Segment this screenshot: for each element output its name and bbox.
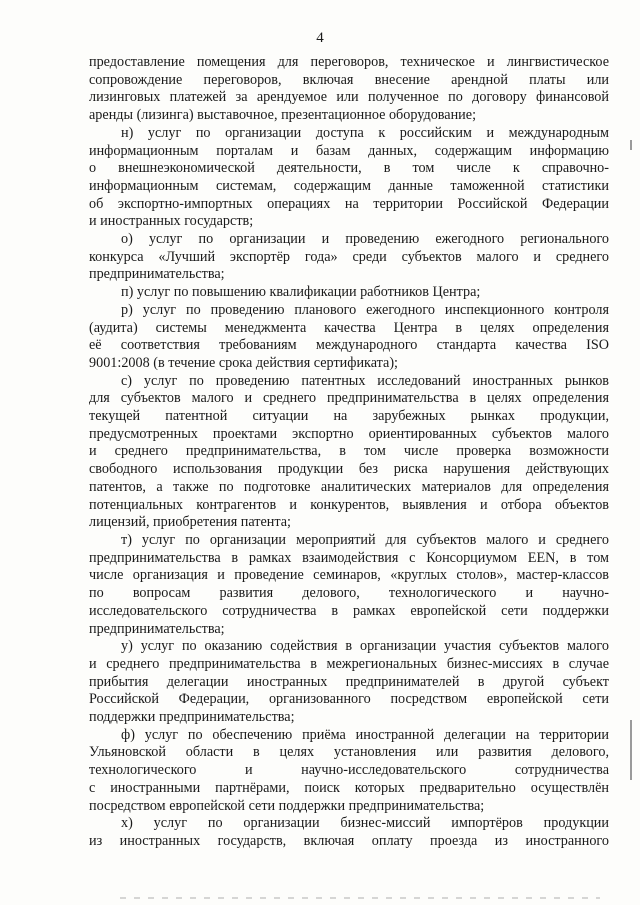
text-line: предпринимательства; bbox=[89, 266, 225, 283]
paragraph bbox=[89, 54, 609, 125]
text-line: с иностранными партнёрами, поиск которых предварительно осуществлён bbox=[89, 779, 609, 796]
text-line: р) услуг по проведению планового ежегодного инспекционного контроля bbox=[121, 301, 609, 318]
text-line: предоставление помещения для переговоров, техническое и лингвистическое bbox=[89, 54, 609, 70]
page-number: 4 bbox=[316, 30, 324, 46]
text-line: аренды (лизинга) выставочное, презентационное оборудование; bbox=[89, 107, 477, 124]
text-line: числе организация и проведение семинаров, «круглых столов», мастер-классов bbox=[89, 567, 609, 584]
paragraph bbox=[89, 302, 609, 373]
text-line: патентов, а также по подготовке аналитических материалов для определения bbox=[89, 478, 609, 495]
paragraph bbox=[89, 231, 609, 284]
scan-artifact bbox=[120, 897, 600, 899]
text-line: (аудита) системы менеджмента качества Центра в целях определения bbox=[89, 319, 609, 336]
text-line: ф) услуг по обеспечению приёма иностранной делегации на территории bbox=[121, 726, 609, 743]
paragraph bbox=[89, 727, 609, 816]
text-line: исследовательского сотрудничества в рамках европейской сети поддержки bbox=[89, 602, 609, 619]
text-line: предусмотренных проектами экспортно ориентированных субъектов малого bbox=[89, 425, 609, 442]
text-line: для субъектов малого и среднего предпринимательства в целях определения bbox=[89, 390, 609, 407]
text-line: поддержки предпринимательства; bbox=[89, 709, 295, 726]
text-line: текущей патентной ситуации на зарубежных рынках продукции, bbox=[89, 408, 609, 425]
text-line: лизинговых платежей за арендуемое или полученное по договору финансовой bbox=[89, 89, 609, 106]
document-body bbox=[89, 54, 609, 851]
text-line: технологического и научно-исследовательского сотрудничества bbox=[89, 762, 609, 779]
text-line: об экспортно-импортных операциях на территории Российской Федерации bbox=[89, 195, 609, 212]
text-line: х) услуг по организации бизнес-миссий импортёров продукции bbox=[121, 815, 609, 832]
text-line: о внешнеэкономической деятельности, в том числе к справочно- bbox=[89, 160, 609, 177]
paragraph bbox=[89, 638, 609, 727]
text-line: посредством европейской сети поддержки предпринимательства; bbox=[89, 797, 485, 814]
text-line: по вопросам развития делового, технологического и научно- bbox=[89, 585, 609, 602]
text-line: 9001:2008 (в течение срока действия сертификата); bbox=[89, 354, 398, 371]
text-line: из иностранных государств, включая оплату проезда из иностранного bbox=[89, 832, 609, 849]
text-line: предпринимательства; bbox=[89, 620, 225, 637]
text-line: Ульяновской области в целях установления или развития делового, bbox=[89, 744, 609, 761]
text-line: о) услуг по организации и проведению ежегодного регионального bbox=[121, 231, 609, 248]
text-line: предпринимательства в рамках взаимодействия с Консорциумом EEN, в том bbox=[89, 549, 609, 566]
paragraph bbox=[89, 125, 609, 231]
scan-artifact bbox=[630, 720, 632, 780]
text-line: сопровождение переговоров, включая внесение арендной платы или bbox=[89, 71, 609, 88]
text-line: лицензий, приобретения патента; bbox=[89, 514, 291, 531]
text-line: прибытия делегации иностранных предпринимателей в другой субъект bbox=[89, 673, 609, 690]
text-line: с) услуг по проведению патентных исследований иностранных рынков bbox=[121, 372, 609, 389]
paragraph bbox=[89, 815, 609, 850]
text-line: и среднего предпринимательства, в том числе проверка возможности bbox=[89, 443, 609, 460]
paragraph bbox=[89, 284, 609, 302]
text-line: информационным системам, содержащим данные таможенной статистики bbox=[89, 177, 609, 194]
text-line: конкурса «Лучший экспортёр года» среди субъектов малого и среднего bbox=[89, 248, 609, 265]
scan-artifact bbox=[630, 140, 632, 150]
text-line: н) услуг по организации доступа к российским и международным bbox=[121, 124, 609, 141]
text-line: и среднего предпринимательства в межрегиональных бизнес-миссиях в случае bbox=[89, 655, 609, 672]
text-line: Российской Федерации, организованного посредством европейской сети bbox=[89, 691, 609, 708]
text-line: у) услуг по оказанию содействия в организации участия субъектов малого bbox=[121, 638, 609, 655]
paragraph bbox=[89, 373, 609, 532]
text-line: потенциальных контрагентов и конкурентов, выявления и отбора объектов bbox=[89, 496, 609, 513]
text-line: т) услуг по организации мероприятий для субъектов малого и среднего bbox=[121, 531, 609, 548]
paragraph bbox=[89, 532, 609, 638]
text-line: п) услуг по повышению квалификации работников Центра; bbox=[121, 284, 481, 301]
text-line: и иностранных государств; bbox=[89, 213, 254, 230]
text-line: её соответствия требованиям международного стандарта качества ISO bbox=[89, 337, 609, 354]
text-line: информационным порталам и базам данных, содержащим информацию bbox=[89, 142, 609, 159]
text-line: свободного использования продукции без риска нарушения действующих bbox=[89, 461, 609, 478]
